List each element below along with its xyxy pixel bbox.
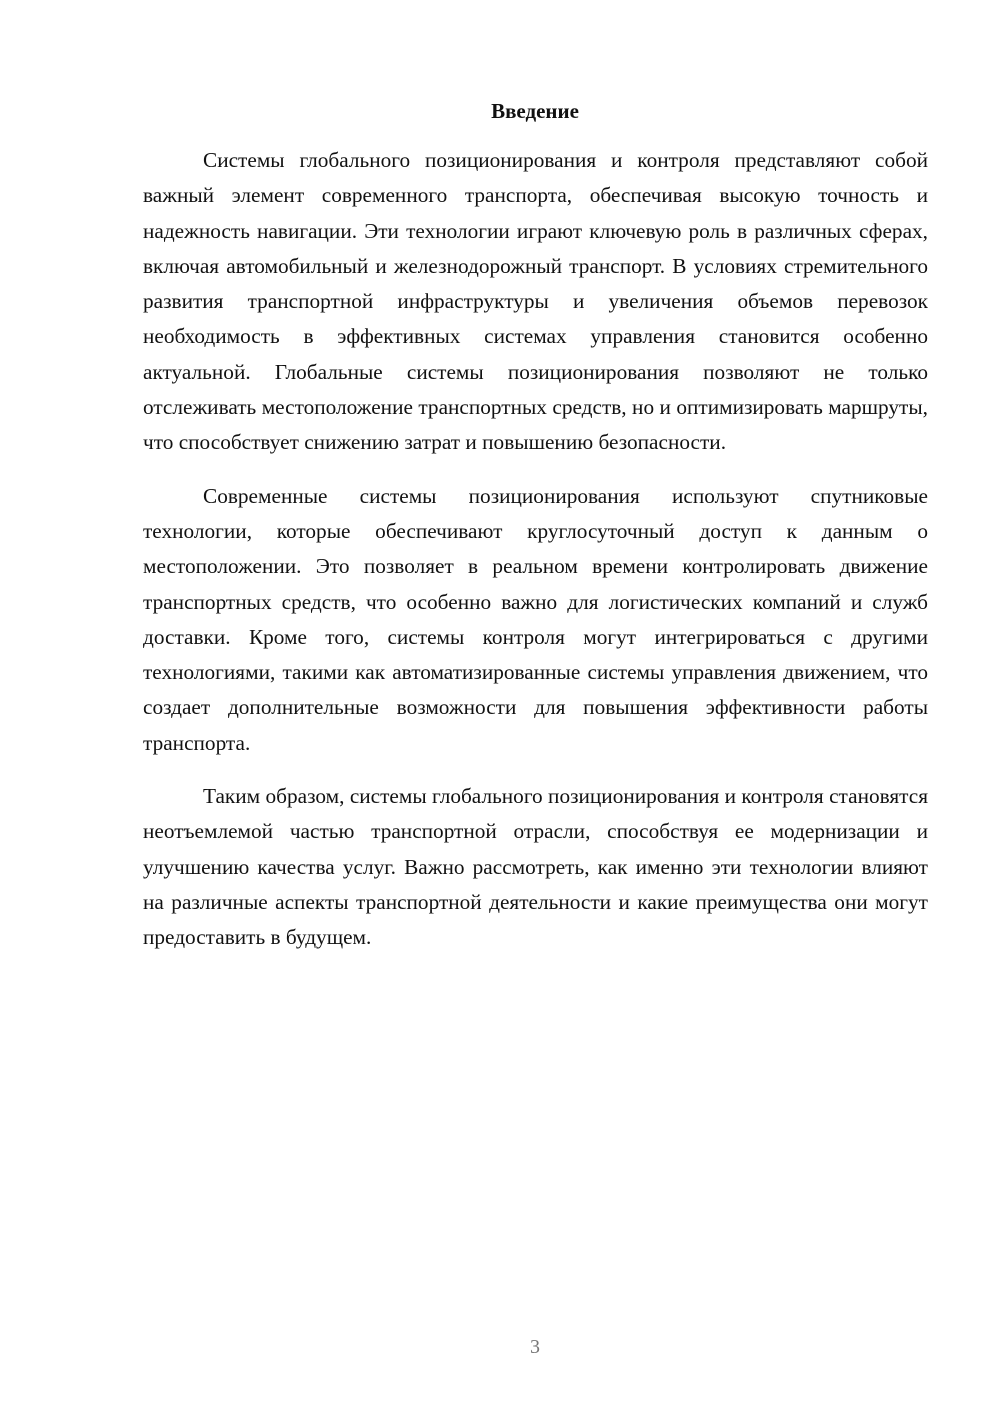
paragraph-2: Современные системы позиционирования используют спутниковые технологии, которые обеспечивают круглосуточный доступ к данным о местоположении. Это позволяет в реальном времени контролировать движение транспортных средств, что особенно важно для логистических компаний и служб доставки. Кроме того, системы контроля могут интегрироваться с другими технологиями, такими как автоматизированные системы управления движением, что создает дополнительные возможности для повышения эффективности работы транспорта. — [143, 483, 928, 755]
body-text — [143, 143, 928, 974]
page-number: 3 — [530, 1336, 540, 1358]
page-title: Введение — [491, 99, 579, 123]
paragraph-3: Таким образом, системы глобального позиционирования и контроля становятся неотъемлемой частью транспортной отрасли, способствуя ее модернизации и улучшению качества услуг. Важно рассмотреть, как именно эти технологии влияют на различные аспекты транспортной деятельности и какие преимущества они могут предоставить в будущем. — [143, 784, 928, 950]
paragraph-1: Системы глобального позиционирования и контроля представляют собой важный элемент современного транспорта, обеспечивая высокую точность и надежность навигации. Эти технологии играют ключевую роль в различных сферах, включая автомобильный и железнодорожный транспорт. В условиях стремительного развития транспортной инфраструктуры и увеличения объемов перевозок необходимость в эффективных системах управления становится особенно актуальной. Глобальные системы позиционирования позволяют не только отслеживать местоположение транспортных средств, но и оптимизировать маршруты, что способствует снижению затрат и повышению безопасности. — [143, 148, 928, 455]
